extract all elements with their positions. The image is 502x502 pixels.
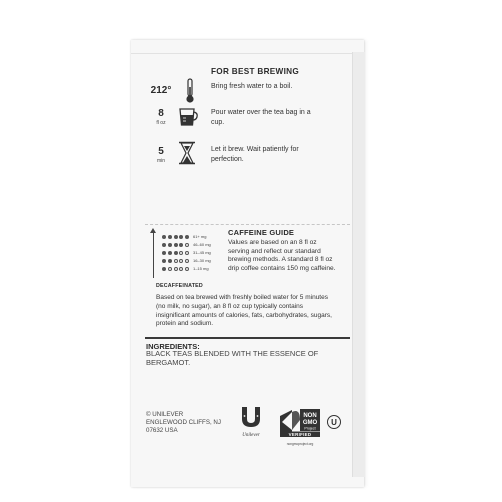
company-address xyxy=(146,411,226,434)
ingredients-rule xyxy=(145,337,350,339)
caffeine-level-row xyxy=(162,249,211,256)
nutrition-note: Based on tea brewed with freshly boiled water for 5 minutes (no milk, no sugar), an 8 fl oz cup typically contains insignificant amounts of calories, fats, carbohydrates, sugars, protein and sodium. xyxy=(156,294,332,328)
filled-dot-icon xyxy=(179,235,183,239)
top-flap-fold xyxy=(131,53,364,54)
ingredients-text: BLACK TEAS BLENDED WITH THE ESSENCE OF BERGAMOT. xyxy=(146,349,319,367)
non-gmo-butterfly-icon xyxy=(278,408,322,438)
filled-dot-icon xyxy=(162,243,166,247)
filled-dot-icon xyxy=(162,267,166,271)
filled-dot-icon xyxy=(168,251,172,255)
empty-dot-icon xyxy=(168,267,172,271)
empty-dot-icon xyxy=(174,259,178,263)
filled-dot-icon xyxy=(168,259,172,263)
filled-dot-icon xyxy=(168,243,172,247)
filled-dot-icon xyxy=(168,235,172,239)
company-line: 07632 USA xyxy=(146,426,178,434)
brew-time: 5 xyxy=(158,146,164,157)
brew-step-2-text: Pour water over the tea bag in a cup. xyxy=(211,109,311,126)
unilever-logo xyxy=(239,406,263,436)
filled-dot-icon xyxy=(185,235,189,239)
company-line: © UNILEVER xyxy=(146,411,184,418)
brew-time-unit: min xyxy=(156,158,166,164)
non-gmo-verified: VERIFIED xyxy=(288,432,312,437)
caffeine-description: Values are based on an 8 fl oz serving and reflect our standard brewing methods. A standard 8 fl oz drip coffee contains 150 mg caffeine. xyxy=(228,239,336,272)
filled-dot-icon xyxy=(174,235,178,239)
brew-volume-unit: fl oz xyxy=(156,120,166,126)
section-divider xyxy=(145,224,350,225)
empty-dot-icon xyxy=(179,259,183,263)
decaffeinated-label: DECAFFEINATED xyxy=(156,283,203,289)
non-gmo-top: NON xyxy=(303,413,317,419)
caffeine-level-row xyxy=(162,233,206,240)
caffeine-level-label: 46–60 mg xyxy=(192,242,211,247)
unilever-u-icon xyxy=(239,406,263,428)
brewing-title: FOR BEST BREWING xyxy=(211,67,300,76)
brew-step-1-text: Bring fresh water to a boil. xyxy=(211,83,293,90)
box-side-edge xyxy=(352,52,365,477)
caffeine-level-label: 16–30 mg xyxy=(192,258,211,263)
unilever-logo-text: Unilever xyxy=(242,433,260,438)
non-gmo-project: Project xyxy=(304,426,316,431)
non-gmo-url: nongmoproject.org xyxy=(286,442,314,446)
non-gmo-mid: GMO xyxy=(302,420,318,426)
caffeine-level-row xyxy=(162,257,211,264)
brew-temperature: 212° xyxy=(150,85,172,96)
empty-dot-icon xyxy=(179,251,183,255)
ingredients-title: INGREDIENTS: xyxy=(146,342,200,351)
empty-dot-icon xyxy=(185,251,189,255)
brew-volume: 8 xyxy=(158,108,164,119)
caffeine-level-label: 61+ mg xyxy=(192,234,207,239)
filled-dot-icon xyxy=(174,251,178,255)
caffeine-level-row xyxy=(162,241,211,248)
company-line: ENGLEWOOD CLIFFS, NJ xyxy=(146,418,221,426)
tea-box-panel xyxy=(131,40,364,487)
empty-dot-icon xyxy=(174,267,178,271)
empty-dot-icon xyxy=(185,267,189,271)
thermometer-icon xyxy=(185,78,195,104)
caffeine-arrow-line xyxy=(153,232,154,278)
filled-dot-icon xyxy=(162,259,166,263)
brew-step-3-text: Let it brew. Wait patiently for perfection. xyxy=(211,146,299,163)
kosher-symbol-icon: U xyxy=(327,415,341,429)
non-gmo-verified-seal xyxy=(278,408,322,444)
filled-dot-icon xyxy=(162,235,166,239)
caffeine-guide-title: CAFFEINE GUIDE xyxy=(228,228,295,237)
filled-dot-icon xyxy=(179,243,183,247)
filled-dot-icon xyxy=(174,243,178,247)
filled-dot-icon xyxy=(162,251,166,255)
empty-dot-icon xyxy=(185,243,189,247)
caffeine-level-label: 1–15 mg xyxy=(192,266,209,271)
caffeine-level-label: 31–45 mg xyxy=(192,250,211,255)
caffeine-level-row xyxy=(162,265,209,272)
empty-dot-icon xyxy=(185,259,189,263)
measuring-cup-icon xyxy=(177,107,199,127)
empty-dot-icon xyxy=(179,267,183,271)
hourglass-icon xyxy=(178,141,196,165)
